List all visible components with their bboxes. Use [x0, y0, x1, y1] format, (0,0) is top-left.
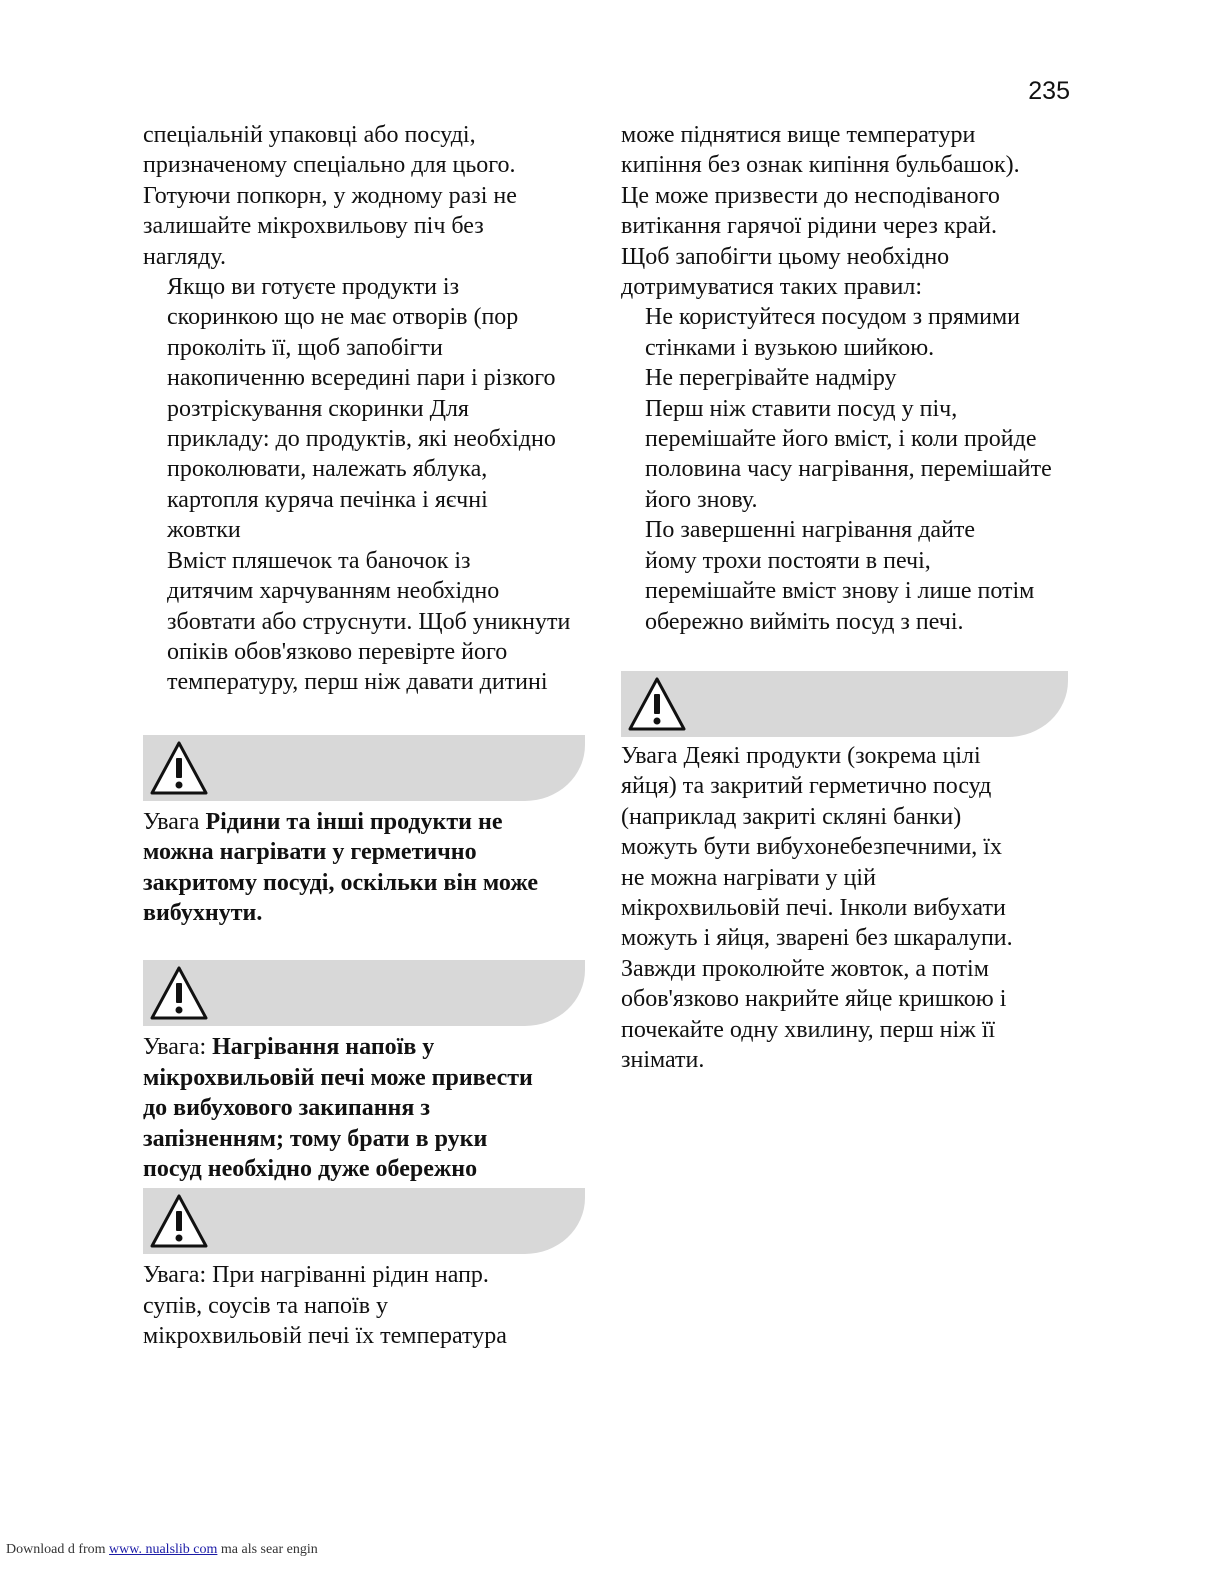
- text-line: Перш ніж ставити посуд у піч,: [645, 395, 958, 422]
- text-line: жовтки: [167, 517, 241, 544]
- page-number: 235: [1028, 77, 1070, 105]
- text-line: перемішайте вміст знову і лише потім: [645, 578, 1035, 605]
- text-line: його знову.: [645, 486, 758, 513]
- warning-delayed-boiling: Увага: Нагрівання напоїв у мікрохвильовій печі може привести до вибухового закипання з запізненням; тому брати в руки посуд необхідно дуже обережно: [143, 1034, 533, 1182]
- text-line: Не користуйтеся посудом з прямими: [645, 304, 1020, 331]
- text-line: обережно вийміть посуд з печі.: [645, 608, 964, 635]
- text-line: Завжди проколюйте жовток, а потім: [621, 955, 989, 982]
- text-line: перемішайте його вміст, і коли пройде: [645, 426, 1037, 453]
- warning-triangle-icon: [148, 964, 210, 1022]
- text-line: Це може призвести до несподіваного: [621, 182, 1000, 209]
- text-line: Якщо ви готуєте продукти із: [167, 274, 460, 301]
- paragraph-baby-food: [143, 546, 593, 698]
- warning-bar: [143, 960, 585, 1026]
- text-line: нагляду.: [143, 243, 226, 270]
- text-line: По завершенні нагрівання дайте: [645, 517, 976, 544]
- text-line: йому трохи постояти в печі,: [645, 547, 931, 574]
- text-line: яйця) та закритий герметично посуд: [621, 773, 992, 800]
- rule-stir: [621, 394, 1081, 516]
- text-line: розтріскування скоринки Для: [167, 395, 469, 422]
- paragraph-skin-products: [143, 272, 593, 546]
- text-line: Щоб запобігти цьому необхідно: [621, 243, 950, 270]
- text-line: мікрохвильовій печі їх температура: [143, 1323, 507, 1350]
- rule-narrow-neck: [621, 302, 1081, 363]
- text-line: Увага: При нагріванні рідин напр.: [143, 1262, 489, 1289]
- text-line: опіків обов'язково перевірте його: [167, 638, 508, 665]
- warning-eggs: [621, 741, 1081, 1075]
- right-column: [621, 120, 1081, 1075]
- footer-prefix: Download d from: [6, 1542, 110, 1557]
- text-line: супів, соусів та напоїв у: [143, 1292, 389, 1319]
- text-line: кипіння без ознак кипіння бульбашок).: [621, 152, 1020, 179]
- text-line: картопля куряча печінка і яєчні: [167, 486, 488, 513]
- text-line: дитячим харчуванням необхідно: [167, 578, 500, 605]
- footer-link[interactable]: www. nualslib com: [109, 1542, 218, 1557]
- warning-triangle-icon: [148, 739, 210, 797]
- text-line: (наприклад закриті скляні банки): [621, 803, 962, 830]
- paragraph-packaging: [143, 120, 593, 272]
- text-line: Увага Деякі продукти (зокрема цілі: [621, 742, 981, 769]
- text-line: дотримуватися таких правил:: [621, 274, 923, 301]
- footer-download-note: [6, 1541, 318, 1559]
- text-line: можуть і яйця, зварені без шкаралупи.: [621, 925, 1013, 952]
- rule-let-stand: [621, 515, 1081, 637]
- text-line: скоринкою що не має отворів (пор: [167, 304, 519, 331]
- text-line: проколіть її, щоб запобігти: [167, 334, 443, 361]
- text-line: половина часу нагрівання, перемішайте: [645, 456, 1052, 483]
- text-line: мікрохвильовій печі. Інколи вибухати: [621, 894, 1006, 921]
- text-line: знімати.: [621, 1046, 705, 1073]
- left-column: [143, 120, 593, 1352]
- warning-triangle-icon: [626, 675, 688, 733]
- paragraph-boiling: [621, 120, 1081, 302]
- text-line: можуть бути вибухонебезпечними, їх: [621, 834, 1002, 861]
- warning-triangle-icon: [148, 1192, 210, 1250]
- text-line: стінками і вузькою шийкою.: [645, 334, 935, 361]
- text-line: почекайте одну хвилину, перш ніж її: [621, 1016, 996, 1043]
- text-line: проколювати, належать яблука,: [167, 456, 488, 483]
- text-line: температуру, перш ніж давати дитині: [167, 669, 548, 696]
- warning-bar: [143, 735, 585, 801]
- text-line: Готуючи попкорн, у жодному разі не: [143, 182, 517, 209]
- footer-suffix: ma als sear engin: [217, 1542, 318, 1557]
- text-line: обов'язково накрийте яйце кришкою і: [621, 986, 1007, 1013]
- text-line: Не перегрівайте надміру: [645, 365, 897, 392]
- text-line: Вміст пляшечок та баночок із: [167, 547, 471, 574]
- text-line: спеціальній упаковці або посуді,: [143, 122, 476, 148]
- warning-bar: [621, 671, 1068, 737]
- rule-no-overheat: [621, 363, 1081, 393]
- text-line: залишайте мікрохвильову піч без: [143, 213, 484, 240]
- warning-sealed-containers: Увага Рідини та інші продукти не можна нагрівати у герметично закритому посуді, оскільки він може вибухнути.: [143, 808, 539, 926]
- text-line: накопиченню всередині пари і різкого: [167, 365, 556, 392]
- text-line: не можна нагрівати у цій: [621, 864, 876, 891]
- warning-bar: [143, 1188, 585, 1254]
- text-line: витікання гарячої рідини через край.: [621, 213, 997, 240]
- text-line: може піднятися вище температури: [621, 122, 976, 148]
- warning-heating-liquids: [143, 1260, 593, 1351]
- text-line: призначеному спеціально для цього.: [143, 152, 516, 179]
- text-line: прикладу: до продуктів, які необхідно: [167, 426, 556, 453]
- text-line: збовтати або струснути. Щоб уникнути: [167, 608, 571, 635]
